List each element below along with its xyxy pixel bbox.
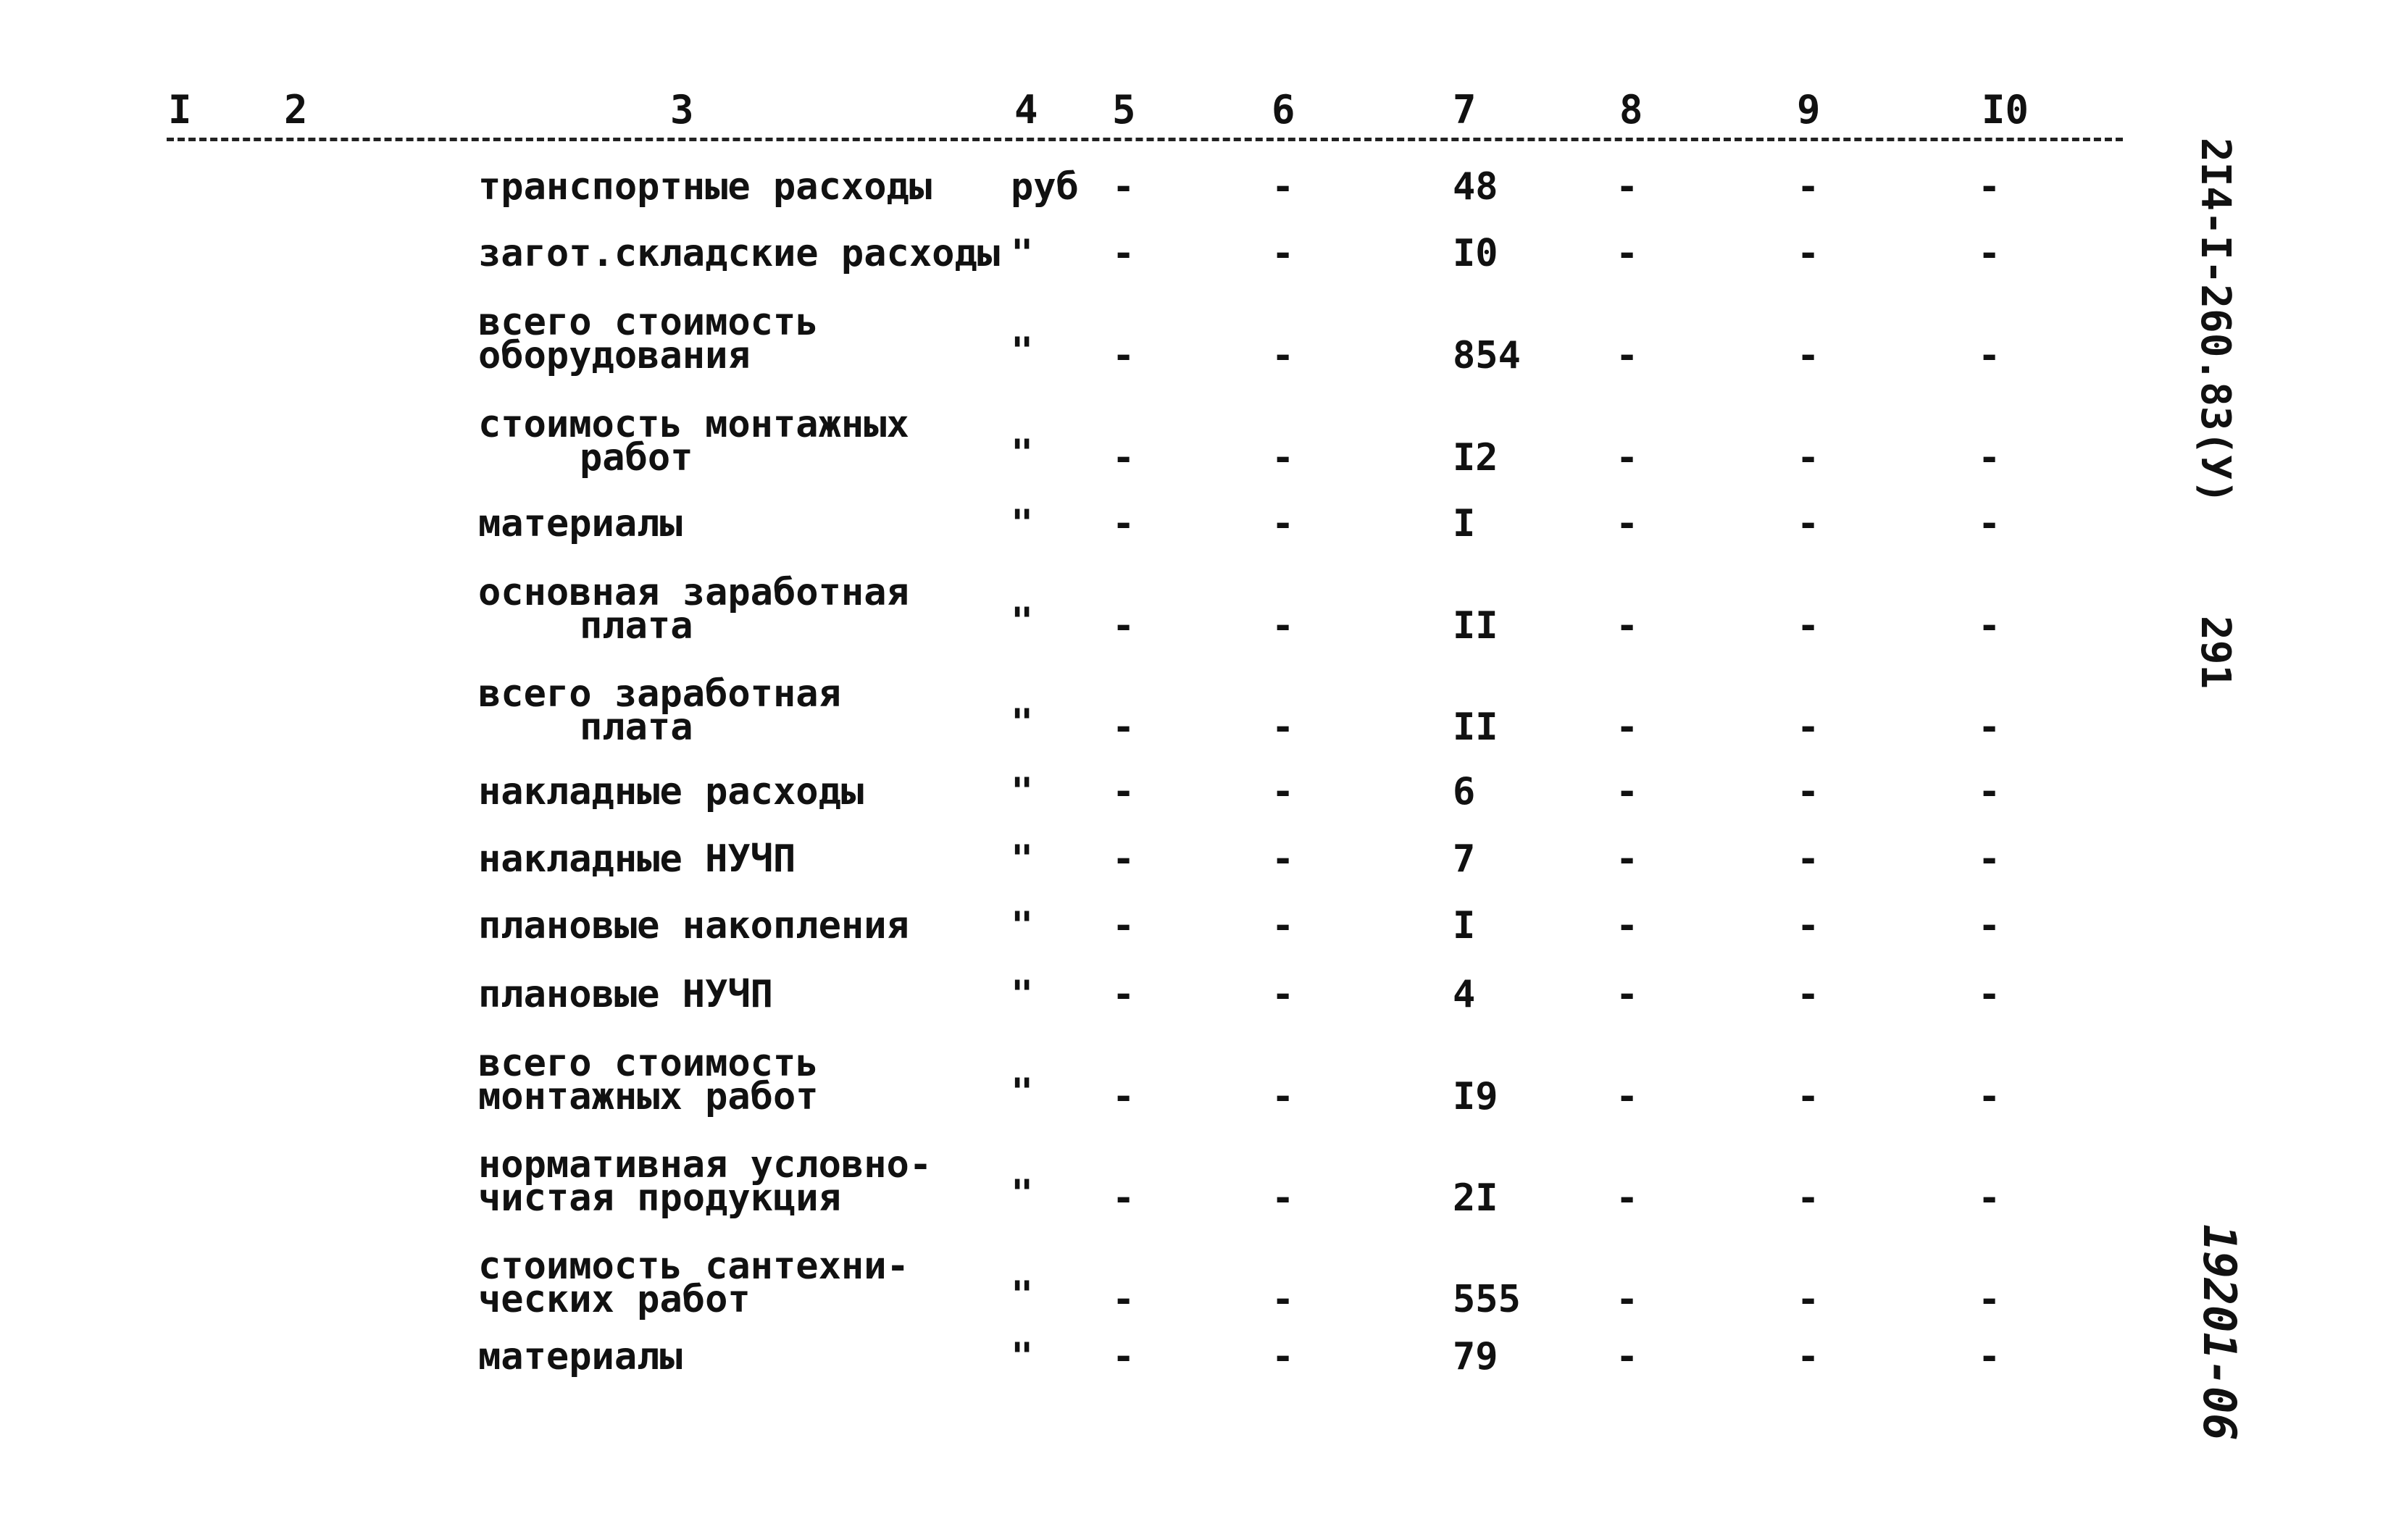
cell-col8: - (1616, 1278, 1639, 1321)
cell-col8: - (1616, 436, 1639, 480)
row-name-line: накладные НУЧП (478, 837, 796, 881)
row-name-line: материалы (478, 502, 683, 545)
cell-col5: - (1112, 232, 1135, 275)
row-name-line: ческих работ (478, 1278, 751, 1321)
cell-col8: - (1616, 604, 1639, 648)
row-unit: " (1011, 502, 1034, 545)
cell-col8: - (1616, 232, 1639, 275)
row-name-line: материалы (478, 1335, 683, 1378)
cell-col9: - (1797, 1335, 1820, 1378)
cell-col9: - (1797, 973, 1820, 1016)
cell-col6: - (1272, 232, 1295, 275)
row-name (478, 301, 819, 377)
cell-col10: - (1978, 706, 2001, 749)
row-name (478, 973, 773, 1016)
cell-col6: - (1272, 973, 1295, 1016)
cell-col9: - (1797, 706, 1820, 749)
cell-col7: I (1453, 904, 1476, 947)
cell-col10: - (1978, 837, 2001, 881)
cell-col10: - (1978, 904, 2001, 947)
cell-col10: - (1978, 165, 2001, 209)
cell-col10: - (1978, 1278, 2001, 1321)
cell-col5: - (1112, 706, 1135, 749)
row-name-line: работ (580, 436, 693, 480)
cell-col5: - (1112, 837, 1135, 881)
row-unit: " (1011, 330, 1034, 373)
cell-col7: I0 (1453, 232, 1498, 275)
row-name (478, 232, 1001, 275)
cell-col6: - (1272, 1278, 1295, 1321)
cell-col5: - (1112, 1176, 1135, 1220)
row-name (478, 837, 796, 881)
cell-col8: - (1616, 1176, 1639, 1220)
cell-col9: - (1797, 165, 1820, 209)
cell-col7: II (1453, 604, 1498, 648)
cell-col6: - (1272, 604, 1295, 648)
column-header-4: 4 (1014, 87, 1038, 133)
cell-col9: - (1797, 436, 1820, 480)
row-unit: " (1011, 432, 1034, 475)
row-unit: " (1011, 1335, 1034, 1378)
column-header-9: 9 (1797, 87, 1821, 133)
row-name-line: оборудования (478, 334, 751, 377)
row-name (478, 904, 909, 947)
row-name-line: всего заработная (478, 672, 841, 716)
cell-col6: - (1272, 1176, 1295, 1220)
cell-col9: - (1797, 1176, 1820, 1220)
row-name (478, 672, 841, 749)
row-name-line: чистая продукция (478, 1176, 841, 1220)
cell-col5: - (1112, 1278, 1135, 1321)
cell-col9: - (1797, 604, 1820, 648)
column-header-10: I0 (1982, 87, 2029, 133)
row-name-line: плановые накопления (478, 904, 909, 947)
cell-col5: - (1112, 973, 1135, 1016)
row-name-line: плата (580, 706, 693, 749)
cell-col8: - (1616, 904, 1639, 947)
row-name (478, 1244, 909, 1321)
cell-col10: - (1978, 334, 2001, 377)
row-name-line: загот.складские расходы (478, 232, 1001, 275)
cell-col5: - (1112, 165, 1135, 209)
column-header-8: 8 (1619, 87, 1643, 133)
column-header-1: I (168, 87, 192, 133)
cell-col6: - (1272, 334, 1295, 377)
cell-col6: - (1272, 706, 1295, 749)
row-name (478, 502, 683, 545)
row-name-line: нормативная условно- (478, 1143, 932, 1187)
cell-col6: - (1272, 770, 1295, 813)
cell-col8: - (1616, 1335, 1639, 1378)
cell-col9: - (1797, 770, 1820, 813)
cell-col8: - (1616, 770, 1639, 813)
row-unit: " (1011, 701, 1034, 745)
cell-col7: 6 (1453, 770, 1476, 813)
cell-col6: - (1272, 1075, 1295, 1118)
cell-col10: - (1978, 1075, 2001, 1118)
row-name-line: транспортные расходы (478, 165, 932, 209)
cell-col10: - (1978, 1335, 2001, 1378)
cell-col8: - (1616, 165, 1639, 209)
cell-col9: - (1797, 502, 1820, 545)
row-name (478, 403, 909, 480)
header-divider (167, 138, 2123, 141)
cell-col5: - (1112, 770, 1135, 813)
cell-col5: - (1112, 502, 1135, 545)
column-header-6: 6 (1272, 87, 1295, 133)
row-name (478, 770, 864, 813)
cell-col7: II (1453, 706, 1498, 749)
row-name (478, 1335, 683, 1378)
cell-col6: - (1272, 904, 1295, 947)
cell-col8: - (1616, 1075, 1639, 1118)
row-unit: " (1011, 600, 1034, 643)
row-name-line: всего стоимость (478, 1042, 819, 1085)
row-unit: " (1011, 904, 1034, 947)
cell-col7: 48 (1453, 165, 1498, 209)
row-name-line: плановые НУЧП (478, 973, 773, 1016)
cell-col7: I (1453, 502, 1476, 545)
cell-col6: - (1272, 1335, 1295, 1378)
row-name (478, 571, 909, 648)
row-name-line: основная заработная (478, 571, 909, 614)
cell-col9: - (1797, 334, 1820, 377)
row-unit: " (1011, 1273, 1034, 1317)
row-name (478, 1143, 932, 1220)
column-header-5: 5 (1112, 87, 1136, 133)
cell-col5: - (1112, 904, 1135, 947)
margin-doc-code: 2I4-I-260.83(У) (2192, 138, 2239, 504)
cell-col7: 555 (1453, 1278, 1521, 1321)
cell-col8: - (1616, 837, 1639, 881)
cell-col8: - (1616, 973, 1639, 1016)
cell-col10: - (1978, 770, 2001, 813)
row-unit: руб (1011, 165, 1079, 209)
cell-col6: - (1272, 165, 1295, 209)
cell-col9: - (1797, 1075, 1820, 1118)
cell-col7: I2 (1453, 436, 1498, 480)
row-name (478, 165, 932, 209)
cell-col5: - (1112, 334, 1135, 377)
margin-archive-number: 19201-06 (2193, 1224, 2246, 1441)
cell-col5: - (1112, 436, 1135, 480)
row-name-line: всего стоимость (478, 301, 819, 344)
cell-col9: - (1797, 904, 1820, 947)
cell-col8: - (1616, 502, 1639, 545)
row-unit: " (1011, 770, 1034, 813)
row-unit: " (1011, 1172, 1034, 1215)
cell-col8: - (1616, 706, 1639, 749)
cell-col9: - (1797, 232, 1820, 275)
row-name (478, 1042, 819, 1118)
cell-col10: - (1978, 973, 2001, 1016)
row-unit: " (1011, 1071, 1034, 1114)
cell-col10: - (1978, 232, 2001, 275)
row-name-line: плата (580, 604, 693, 648)
row-unit: " (1011, 837, 1034, 881)
cell-col7: 7 (1453, 837, 1476, 881)
cell-col6: - (1272, 502, 1295, 545)
cell-col5: - (1112, 1335, 1135, 1378)
cell-col5: - (1112, 604, 1135, 648)
cell-col7: 854 (1453, 334, 1521, 377)
cell-col6: - (1272, 837, 1295, 881)
margin-page-number: 291 (2192, 616, 2239, 690)
cell-col10: - (1978, 1176, 2001, 1220)
cell-col10: - (1978, 502, 2001, 545)
row-unit: " (1011, 973, 1034, 1016)
cell-col9: - (1797, 1278, 1820, 1321)
cell-col10: - (1978, 436, 2001, 480)
cell-col6: - (1272, 436, 1295, 480)
row-name-line: стоимость монтажных (478, 403, 909, 446)
column-header-2: 2 (284, 87, 308, 133)
cell-col7: 2I (1453, 1176, 1498, 1220)
cell-col8: - (1616, 334, 1639, 377)
row-unit: " (1011, 232, 1034, 275)
row-name-line: монтажных работ (478, 1075, 819, 1118)
cell-col7: I9 (1453, 1075, 1498, 1118)
column-header-7: 7 (1453, 87, 1477, 133)
cell-col10: - (1978, 604, 2001, 648)
row-name-line: стоимость сантехни- (478, 1244, 909, 1288)
row-name-line: накладные расходы (478, 770, 864, 813)
cell-col9: - (1797, 837, 1820, 881)
cell-col7: 79 (1453, 1335, 1498, 1378)
column-header-3: 3 (670, 87, 694, 133)
cell-col7: 4 (1453, 973, 1476, 1016)
cell-col5: - (1112, 1075, 1135, 1118)
